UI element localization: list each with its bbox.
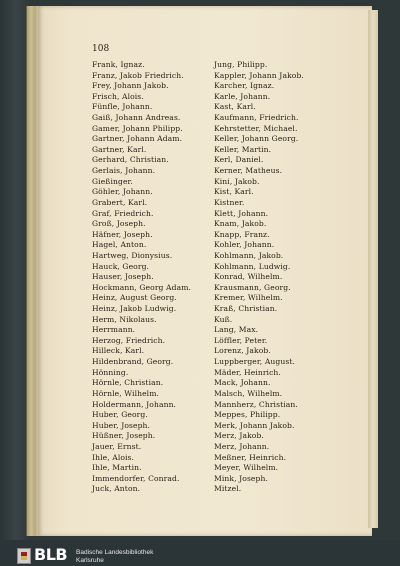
name-entry: Krausmann, Georg. bbox=[214, 282, 291, 292]
name-entry: Häfner, Joseph. bbox=[92, 229, 153, 239]
name-entry: Keller, Johann Georg. bbox=[214, 134, 299, 144]
name-entry: Groß, Joseph. bbox=[92, 219, 146, 229]
name-entry: Knapp, Franz. bbox=[214, 229, 270, 239]
name-entry: Hildenbrand, Georg. bbox=[92, 357, 174, 367]
name-entry: Kistner. bbox=[214, 197, 245, 207]
name-entry: Karcher, Ignaz. bbox=[214, 81, 275, 91]
name-entry: Jauer, Ernst. bbox=[92, 441, 142, 451]
name-entry: Knam, Jakob. bbox=[214, 219, 267, 229]
name-entry: Kohlmann, Jakob. bbox=[214, 250, 284, 260]
name-entry: Frisch, Alois. bbox=[92, 91, 144, 101]
name-entry: Kerl, Daniel. bbox=[214, 155, 264, 165]
library-name-line2: Karlsruhe bbox=[76, 557, 104, 564]
name-entry: Malsch, Wilhelm. bbox=[214, 388, 283, 398]
name-entry: Frank, Ignaz. bbox=[92, 60, 145, 69]
name-entry: Luppberger, August. bbox=[214, 357, 296, 367]
name-entry: Gaiß, Johann Andreas. bbox=[92, 113, 181, 123]
name-entry: Karle, Johann. bbox=[214, 91, 271, 101]
name-entry: Meyer, Wilhelm. bbox=[214, 463, 279, 473]
name-entry: Kuß. bbox=[214, 314, 233, 324]
name-entry: Hörnle, Wilhelm. bbox=[92, 388, 160, 398]
name-entry: Huber, Georg. bbox=[92, 410, 148, 420]
name-entry: Hauser, Joseph. bbox=[92, 272, 154, 282]
name-entry: Hüßner, Joseph. bbox=[92, 431, 156, 441]
name-entry: Konrad, Wilhelm. bbox=[214, 272, 283, 282]
name-entry: Mäder, Heinrich. bbox=[214, 367, 281, 377]
name-entry: Ihle, Alois. bbox=[92, 452, 135, 462]
page-number: 108 bbox=[92, 44, 110, 54]
name-entry: Hartweg, Dionysius. bbox=[92, 250, 173, 260]
library-name-line1: Badische Landesbibliothek bbox=[76, 549, 154, 556]
name-entry: Kappler, Johann Jakob. bbox=[214, 70, 304, 80]
name-entry: Kraß, Christian. bbox=[214, 304, 278, 314]
name-entry: Kehrstetter, Michael. bbox=[214, 123, 298, 133]
name-entry: Merz, Johann. bbox=[214, 441, 270, 451]
coat-of-arms-icon bbox=[17, 548, 31, 564]
name-entry: Merk, Johann Jakob. bbox=[214, 420, 295, 430]
name-entry: Ihle, Martin. bbox=[92, 463, 142, 473]
name-entry: Mack, Johann. bbox=[214, 378, 271, 388]
name-entry: Grabert, Karl. bbox=[92, 197, 148, 207]
name-entry: Hockmann, Georg Adam. bbox=[92, 282, 192, 292]
name-entry: Kerner, Matheus. bbox=[214, 166, 283, 176]
name-entry: Merz, Jakob. bbox=[214, 431, 264, 441]
name-entry: Herrmann. bbox=[92, 325, 136, 335]
name-entry: Heinz, August Georg. bbox=[92, 293, 177, 303]
name-entry: Gerhard, Christian. bbox=[92, 155, 169, 165]
name-entry: Kist, Karl. bbox=[214, 187, 254, 197]
name-entry: Kohler, Johann. bbox=[214, 240, 275, 250]
name-entry: Immendorfer, Conrad. bbox=[92, 473, 180, 483]
blb-logo: BLB bbox=[34, 545, 68, 564]
name-list-left-column bbox=[92, 60, 191, 495]
name-entry: Gerlais, Johann. bbox=[92, 166, 156, 176]
name-entry: Juck, Anton. bbox=[92, 484, 141, 494]
name-entry: Hilleck, Karl. bbox=[92, 346, 145, 356]
name-entry: Meppes, Philipp. bbox=[214, 410, 281, 420]
name-entry: Gartner, Karl. bbox=[92, 144, 147, 154]
name-entry: Heinz, Jakob Ludwig. bbox=[92, 304, 177, 314]
name-entry: Göhler, Johann. bbox=[92, 187, 153, 197]
name-entry: Gartner, Johann Adam. bbox=[92, 134, 183, 144]
name-entry: Keller, Martin. bbox=[214, 144, 272, 154]
name-entry: Herm, Nikolaus. bbox=[92, 314, 157, 324]
name-entry: Mannherz, Christian. bbox=[214, 399, 298, 409]
name-entry: Jung, Philipp. bbox=[214, 60, 268, 69]
name-entry: Mitzel. bbox=[214, 484, 242, 494]
name-entry: Gamer, Johann Philipp. bbox=[92, 123, 183, 133]
page-fore-edge bbox=[368, 10, 378, 528]
name-entry: Löffler, Peter. bbox=[214, 335, 268, 345]
name-entry: Kaufmann, Friedrich. bbox=[214, 113, 299, 123]
name-entry: Holdermann, Johann. bbox=[92, 399, 177, 409]
name-entry: Kohlmann, Ludwig. bbox=[214, 261, 291, 271]
name-entry: Hönning. bbox=[92, 367, 129, 377]
name-entry: Frey, Johann Jakob. bbox=[92, 81, 169, 91]
name-entry: Hagel, Anton. bbox=[92, 240, 147, 250]
name-entry: Gießinger. bbox=[92, 176, 133, 186]
name-entry: Franz, Jakob Friedrich. bbox=[92, 70, 184, 80]
name-entry: Lang, Max. bbox=[214, 325, 259, 335]
name-entry: Klett, Johann. bbox=[214, 208, 269, 218]
name-entry: Hörnle, Christian. bbox=[92, 378, 164, 388]
name-list-right-column bbox=[214, 60, 304, 495]
name-entry: Kini, Jakob. bbox=[214, 176, 260, 186]
name-entry: Mink, Joseph. bbox=[214, 473, 268, 483]
library-name bbox=[76, 549, 153, 565]
name-entry: Graf, Friedrich. bbox=[92, 208, 154, 218]
book-page bbox=[38, 6, 372, 536]
name-entry: Fünfle, Johann. bbox=[92, 102, 153, 112]
name-entry: Huber, Joseph. bbox=[92, 420, 151, 430]
name-entry: Meßner, Heinrich. bbox=[214, 452, 287, 462]
name-entry: Kast, Karl. bbox=[214, 102, 256, 112]
name-entry: Herzog, Friedrich. bbox=[92, 335, 166, 345]
name-entry: Lorenz, Jakob. bbox=[214, 346, 271, 356]
name-entry: Hauck, Georg. bbox=[92, 261, 150, 271]
name-entry: Kremer, Wilhelm. bbox=[214, 293, 283, 303]
